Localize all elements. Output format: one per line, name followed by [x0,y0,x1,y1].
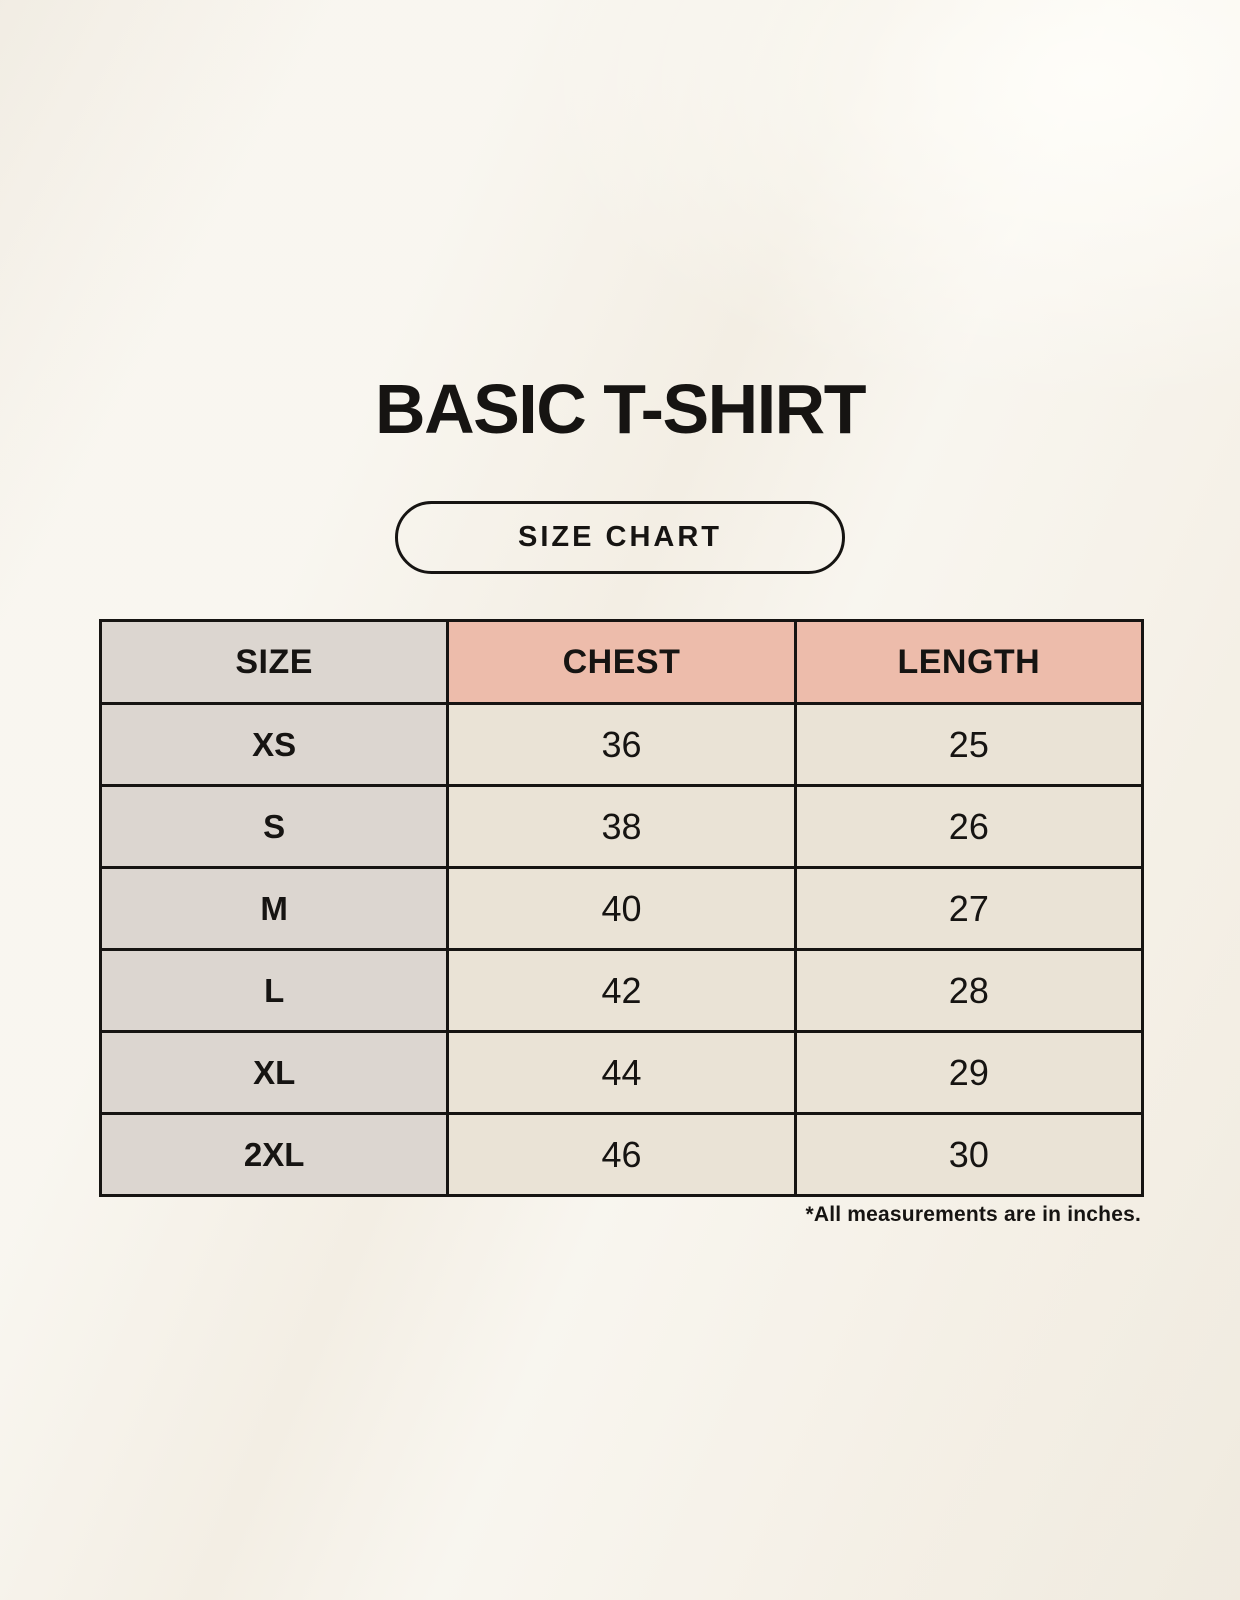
table-row [101,868,1143,950]
size-label: 2XL [101,1114,448,1196]
size-chart-badge [395,501,845,574]
chest-value: 46 [448,1114,795,1196]
size-label: XL [101,1032,448,1114]
chest-value: 38 [448,786,795,868]
chest-value: 44 [448,1032,795,1114]
length-value: 25 [795,704,1142,786]
table-row [101,786,1143,868]
table-row [101,704,1143,786]
size-label: L [101,950,448,1032]
length-value: 27 [795,868,1142,950]
size-label: S [101,786,448,868]
column-header-length: LENGTH [795,621,1142,704]
measurements-footnote: *All measurements are in inches. [805,1203,1141,1226]
size-label: M [101,868,448,950]
length-value: 28 [795,950,1142,1032]
length-value: 29 [795,1032,1142,1114]
length-value: 30 [795,1114,1142,1196]
table-row [101,1114,1143,1196]
table-row [101,1032,1143,1114]
size-label: XS [101,704,448,786]
size-table [99,619,1144,1197]
column-header-size: SIZE [101,621,448,704]
table-row [101,950,1143,1032]
chest-value: 36 [448,704,795,786]
length-value: 26 [795,786,1142,868]
product-title: BASIC T-SHIRT [375,370,865,448]
chest-value: 42 [448,950,795,1032]
size-chart-badge-label: SIZE CHART [518,521,722,553]
chest-value: 40 [448,868,795,950]
table-header-row [101,621,1143,704]
column-header-chest: CHEST [448,621,795,704]
